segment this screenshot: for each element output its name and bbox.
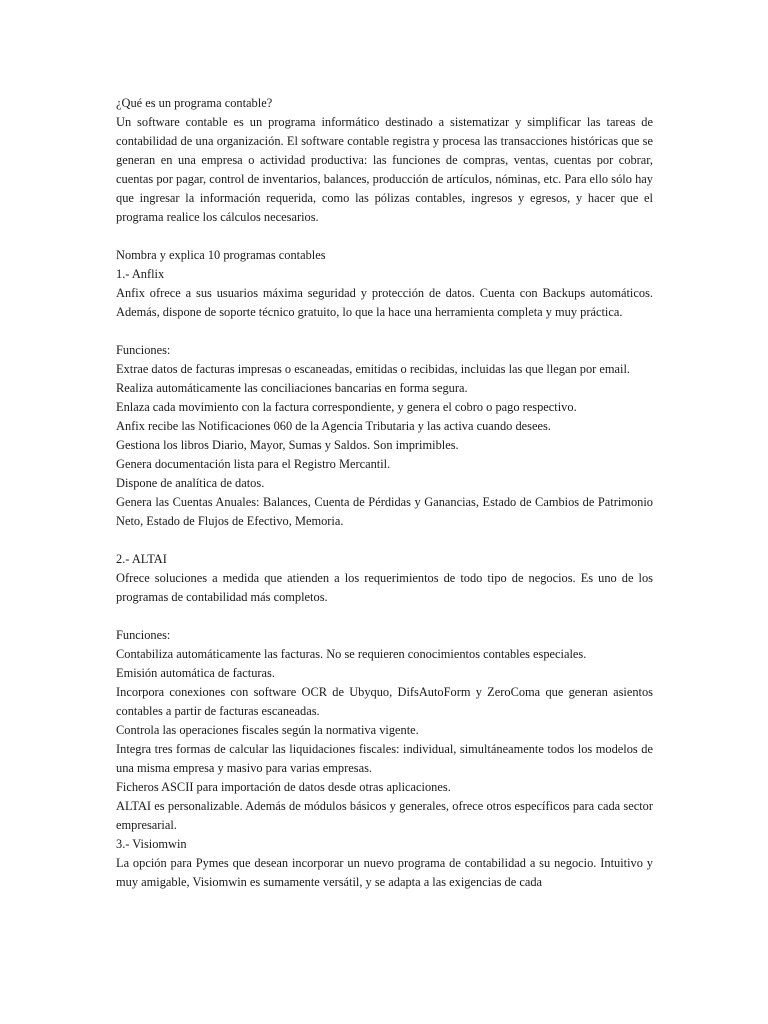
list-item: Genera documentación lista para el Registro Mercantil. <box>116 457 391 471</box>
list-item: Emisión automática de facturas. <box>116 666 275 680</box>
intro-question: ¿Qué es un programa contable? <box>116 96 273 110</box>
list-item: Integra tres formas de calcular las liquidaciones fiscales: individual, simultáneamente todos los modelos de una misma empresa y masivo para varias empresas. <box>116 742 653 775</box>
list-item: Anfix recibe las Notificaciones 060 de la Agencia Tributaria y las activa cuando desees. <box>116 419 551 433</box>
program-2-title: 2.- ALTAI <box>116 552 167 566</box>
program-1-description: Anfix ofrece a sus usuarios máxima seguridad y protección de datos. Cuenta con Backups automáticos. Además, dispone de soporte técnico gratuito, lo que la hace una herramienta completa y muy práctica. <box>116 286 653 319</box>
list-item: Extrae datos de facturas impresas o escaneadas, emitidas o recibidas, incluidas las que llegan por email. <box>116 362 631 376</box>
list-item: Dispone de analítica de datos. <box>116 476 265 490</box>
list-item: Incorpora conexiones con software OCR de Ubyquo, DifsAutoForm y ZeroComa que generan asientos contables a partir de facturas escaneadas. <box>116 685 653 718</box>
program-1-title: 1.- Anflix <box>116 267 165 281</box>
list-item: Contabiliza automáticamente las facturas. No se requieren conocimientos contables especiales. <box>116 647 587 661</box>
list-item: Realiza automáticamente las conciliaciones bancarias en forma segura. <box>116 381 468 395</box>
list-item: ALTAI es personalizable. Además de módulos básicos y generales, ofrece otros específicos para cada sector empresarial. <box>116 799 653 832</box>
program-1-functions-label: Funciones: <box>116 343 171 357</box>
program-3-title: 3.- Visiomwin <box>116 837 187 851</box>
list-heading: Nombra y explica 10 programas contables <box>116 248 326 262</box>
list-item: Enlaza cada movimiento con la factura correspondiente, y genera el cobro o pago respectivo. <box>116 400 577 414</box>
list-item: Genera las Cuentas Anuales: Balances, Cuenta de Pérdidas y Ganancias, Estado de Cambios de Patrimonio Neto, Estado de Flujos de Efectivo, Memoria. <box>116 495 653 528</box>
program-2-functions-label: Funciones: <box>116 628 171 642</box>
list-item: Controla las operaciones fiscales según la normativa vigente. <box>116 723 419 737</box>
document-page <box>116 94 653 892</box>
list-item: Gestiona los libros Diario, Mayor, Sumas y Saldos. Son imprimibles. <box>116 438 459 452</box>
program-2-description: Ofrece soluciones a medida que atienden a los requerimientos de todo tipo de negocios. Es uno de los programas de contabilidad más completos. <box>116 571 653 604</box>
list-item: Ficheros ASCII para importación de datos desde otras aplicaciones. <box>116 780 451 794</box>
intro-paragraph: Un software contable es un programa informático destinado a sistematizar y simplificar las tareas de contabilidad de una organización. El software contable registra y procesa las transacciones históricas que se generan en una empresa o actividad productiva: las funciones de compras, ventas, cuentas por cobrar, cuentas por pagar, control de inventarios, balances, producción de artículos, nóminas, etc. Para ello sólo hay que ingresar la información requerida, como las pólizas contables, ingresos y egresos, y hacer que el programa realice los cálculos necesarios. <box>116 115 653 224</box>
program-3-description: La opción para Pymes que desean incorporar un nuevo programa de contabilidad a su negocio. Intuitivo y muy amigable, Visiomwin es sumamente versátil, y se adapta a las exigencias de cada <box>116 856 653 889</box>
